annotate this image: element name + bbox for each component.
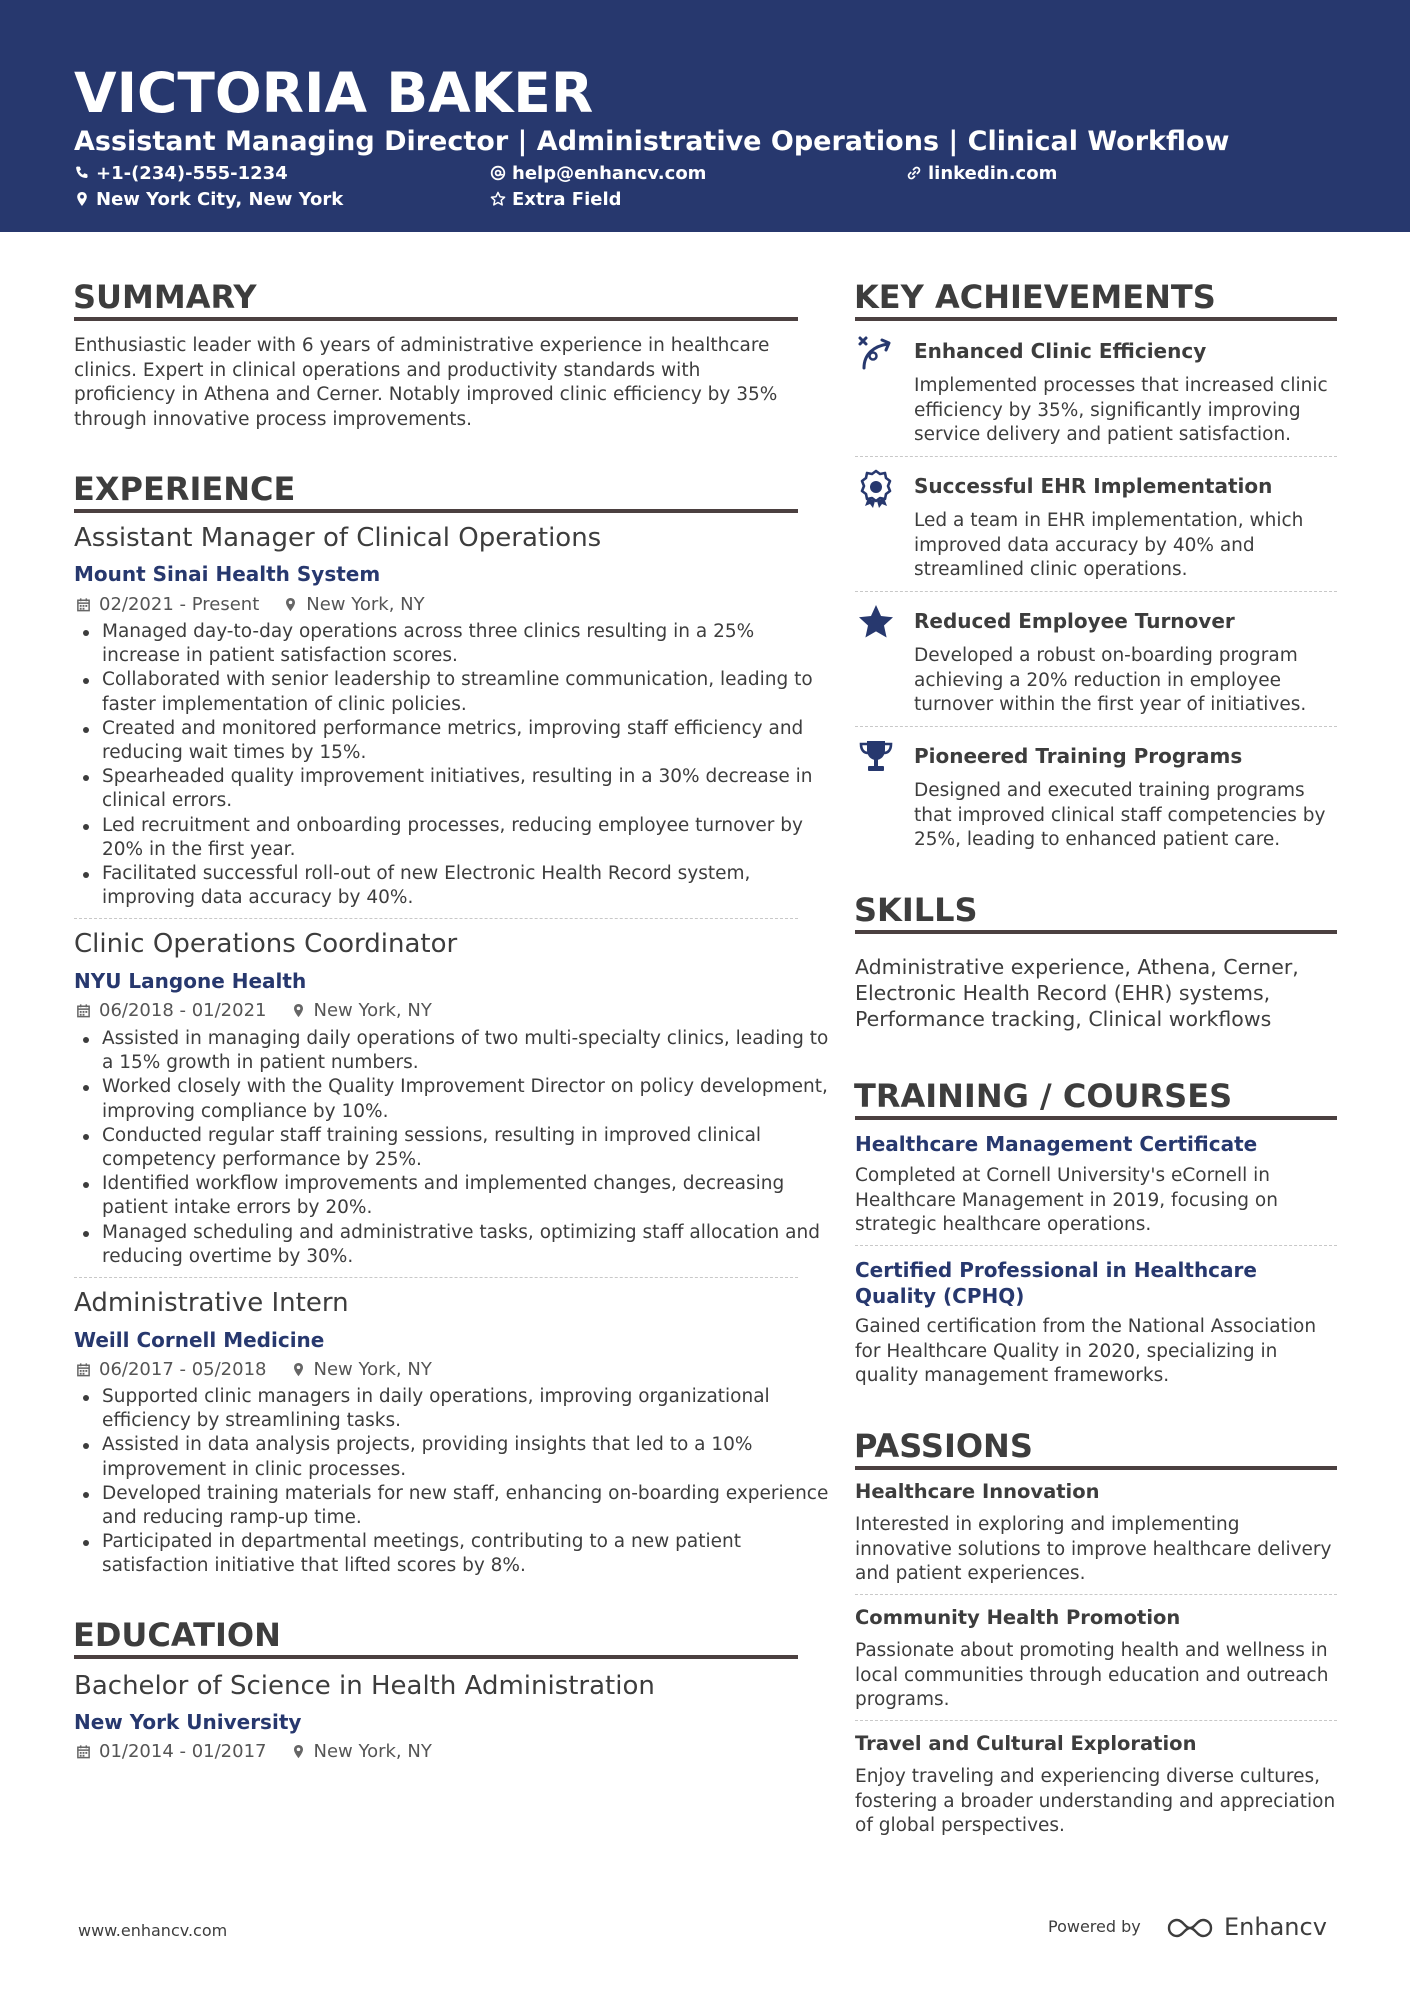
achievement-title: Pioneered Training Programs: [914, 744, 1243, 768]
calendar-icon: [76, 597, 91, 612]
job-meta: [76, 1358, 432, 1382]
award-badge-icon: [856, 468, 896, 508]
bullet-item: Led recruitment and onboarding processes, reducing employee turnover by 20% in the first year.: [102, 814, 834, 862]
achievement-text: Led a team in EHR implementation, which improved data accuracy by 40% and streamlined clinic operations.: [914, 510, 1304, 580]
phone-text: +1-(234)-555-1234: [96, 163, 288, 184]
calendar-icon: [76, 1362, 91, 1377]
footer-website[interactable]: www.enhancv.com: [78, 1921, 228, 1940]
passions-heading: PASSIONS: [854, 1427, 1033, 1465]
map-pin-icon: [291, 1003, 306, 1018]
bullet-item: Worked closely with the Quality Improvement Director on policy development, improving compliance by 10%.: [102, 1075, 834, 1123]
star-outline-icon: [490, 191, 506, 207]
education-heading: EDUCATION: [73, 1616, 281, 1654]
map-pin-icon: [291, 1362, 306, 1377]
passion-text: Enjoy traveling and experiencing diverse cultures, fostering a broader understanding and appreciation of global perspectives.: [855, 1766, 1336, 1836]
summary-heading: SUMMARY: [73, 278, 257, 316]
experience-rule: [74, 509, 798, 513]
education-location: New York, NY: [313, 1741, 432, 1762]
powered-by-label: Powered by: [1048, 1917, 1141, 1936]
candidate-headline: Assistant Managing Director | Administrative Operations | Clinical Workflow: [74, 126, 1230, 157]
email-text: help@enhancv.com: [512, 163, 707, 184]
company-name: Weill Cornell Medicine: [74, 1328, 325, 1352]
strategy-icon: [856, 334, 896, 374]
enhancv-logo-icon: [1166, 1916, 1216, 1940]
achievement-text: Implemented processes that increased clinic efficiency by 35%, significantly improving service delivery and patient satisfaction.: [914, 375, 1328, 445]
map-pin-icon: [283, 597, 298, 612]
bullet-item: Supported clinic managers in daily operations, improving organizational efficiency by streamlining tasks.: [102, 1385, 834, 1433]
skills-heading: SKILLS: [854, 891, 978, 929]
calendar-icon: [76, 1003, 91, 1018]
map-pin-icon: [291, 1744, 306, 1759]
job-dates: 06/2018 - 01/2021: [99, 1000, 267, 1021]
map-pin-icon: [74, 191, 90, 207]
course-text: Completed at Cornell University's eCornell in Healthcare Management in 2019, focusing on strategic healthcare operations.: [855, 1165, 1278, 1235]
passion-text: Interested in exploring and implementing innovative solutions to improve healthcare delivery and patient experiences.: [855, 1514, 1332, 1584]
brand-name: Enhancv: [1224, 1913, 1327, 1941]
bullet-item: Assisted in managing daily operations of two multi-specialty clinics, leading to a 15% growth in patient numbers.: [102, 1027, 834, 1075]
contact-email[interactable]: [490, 162, 706, 186]
divider: [855, 456, 1337, 457]
extra-field-text: Extra Field: [512, 189, 622, 210]
bullet-item: Spearheaded quality improvement initiatives, resulting in a 30% decrease in clinical errors.: [102, 765, 834, 813]
job-bullets: [74, 1027, 834, 1269]
divider: [855, 1245, 1337, 1246]
divider: [855, 591, 1337, 592]
at-icon: [490, 165, 506, 181]
job-location: New York, NY: [306, 594, 425, 615]
divider: [855, 1720, 1337, 1721]
achievement-text: Developed a robust on-boarding program achieving a 20% reduction in employee turnover within the first year of initiatives.: [914, 645, 1307, 715]
achievements-rule: [855, 317, 1337, 321]
bullet-item: Facilitated successful roll-out of new Electronic Health Record system, improving data accuracy by 40%.: [102, 862, 834, 910]
link-icon: [906, 165, 922, 181]
candidate-name: VICTORIA BAKER: [74, 61, 594, 125]
contact-phone[interactable]: [74, 162, 288, 186]
job-dates: 02/2021 - Present: [99, 594, 260, 615]
job-location: New York, NY: [313, 1000, 432, 1021]
location-text: New York City, New York: [96, 189, 344, 210]
course-text: Gained certification from the National Association for Healthcare Quality in 2020, specializing in quality management frameworks.: [855, 1316, 1317, 1386]
skills-text: Administrative experience, Athena, Cerner, Electronic Health Record (EHR) systems, Performance tracking, Clinical workflows: [855, 955, 1299, 1031]
job-dates: 06/2017 - 05/2018: [99, 1359, 267, 1380]
bullet-item: Collaborated with senior leadership to streamline communication, leading to faster implementation of clinic policies.: [102, 668, 834, 716]
summary-text: Enthusiastic leader with 6 years of administrative experience in healthcare clinics. Expert in clinical operations and productivity standards with proficiency in Athena and Cerner. Notably improved clinic efficiency by 35% through innovative process improvements.: [74, 335, 778, 430]
training-heading: TRAINING / COURSES: [854, 1077, 1233, 1115]
education-dates: 01/2014 - 01/2017: [99, 1741, 267, 1762]
contact-location: [74, 188, 343, 212]
contact-linkedin[interactable]: [906, 162, 1057, 186]
linkedin-text: linkedin.com: [928, 163, 1058, 184]
divider: [855, 726, 1337, 727]
course-title: Certified Professional in Healthcare Quality (CPHQ): [855, 1258, 1257, 1308]
bullet-item: Developed training materials for new staff, enhancing on-boarding experience and reducing ramp-up time.: [102, 1482, 834, 1530]
brand-logo[interactable]: [1166, 1912, 1327, 1942]
divider: [74, 918, 798, 919]
job-title: Clinic Operations Coordinator: [74, 929, 458, 959]
passion-text: Passionate about promoting health and wellness in local communities through education and outreach programs.: [855, 1640, 1329, 1710]
passion-title: Community Health Promotion: [855, 1606, 1181, 1629]
achievement-title: Reduced Employee Turnover: [914, 609, 1235, 633]
divider: [74, 1277, 798, 1278]
summary-rule: [74, 317, 798, 321]
experience-heading: EXPERIENCE: [73, 470, 296, 508]
job-meta: [76, 999, 432, 1023]
company-name: Mount Sinai Health System: [74, 562, 381, 586]
training-rule: [855, 1116, 1337, 1120]
job-bullets: [74, 1385, 834, 1579]
passion-title: Healthcare Innovation: [855, 1480, 1100, 1503]
bullet-item: Managed day-to-day operations across three clinics resulting in a 25% increase in patient satisfaction scores.: [102, 620, 834, 668]
calendar-icon: [76, 1744, 91, 1759]
education-rule: [74, 1655, 798, 1659]
bullet-item: Managed scheduling and administrative tasks, optimizing staff allocation and reducing overtime by 30%.: [102, 1221, 834, 1269]
degree-title: Bachelor of Science in Health Administration: [74, 1671, 655, 1701]
bullet-item: Created and monitored performance metrics, improving staff efficiency and reducing wait times by 15%.: [102, 717, 834, 765]
education-meta: [76, 1740, 432, 1764]
achievement-title: Enhanced Clinic Efficiency: [914, 339, 1207, 363]
bullet-item: Identified workflow improvements and implemented changes, decreasing patient intake errors by 20%.: [102, 1172, 834, 1220]
skills-rule: [855, 930, 1337, 934]
bullet-item: Conducted regular staff training sessions, resulting in improved clinical competency performance by 25%.: [102, 1124, 834, 1172]
job-title: Assistant Manager of Clinical Operations: [74, 523, 602, 553]
achievement-title: Successful EHR Implementation: [914, 474, 1273, 498]
trophy-icon: [856, 737, 896, 777]
bullet-item: Assisted in data analysis projects, providing insights that led to a 10% improvement in clinic processes.: [102, 1433, 834, 1481]
achievement-text: Designed and executed training programs that improved clinical staff competencies by 25%, leading to enhanced patient care.: [914, 780, 1326, 850]
divider: [855, 1594, 1337, 1595]
resume-header: [0, 0, 1410, 232]
job-bullets: [74, 620, 834, 910]
job-title: Administrative Intern: [74, 1288, 349, 1318]
phone-icon: [74, 165, 90, 181]
course-title: Healthcare Management Certificate: [855, 1132, 1258, 1156]
passions-rule: [855, 1466, 1337, 1470]
job-location: New York, NY: [313, 1359, 432, 1380]
passion-title: Travel and Cultural Exploration: [855, 1732, 1197, 1755]
contact-extra: [490, 188, 622, 212]
job-meta: [76, 593, 425, 617]
star-icon: [856, 602, 896, 642]
company-name: NYU Langone Health: [74, 969, 307, 993]
bullet-item: Participated in departmental meetings, contributing to a new patient satisfaction initiative that lifted scores by 8%.: [102, 1530, 834, 1578]
achievements-heading: KEY ACHIEVEMENTS: [854, 278, 1216, 316]
school-name: New York University: [74, 1710, 302, 1734]
